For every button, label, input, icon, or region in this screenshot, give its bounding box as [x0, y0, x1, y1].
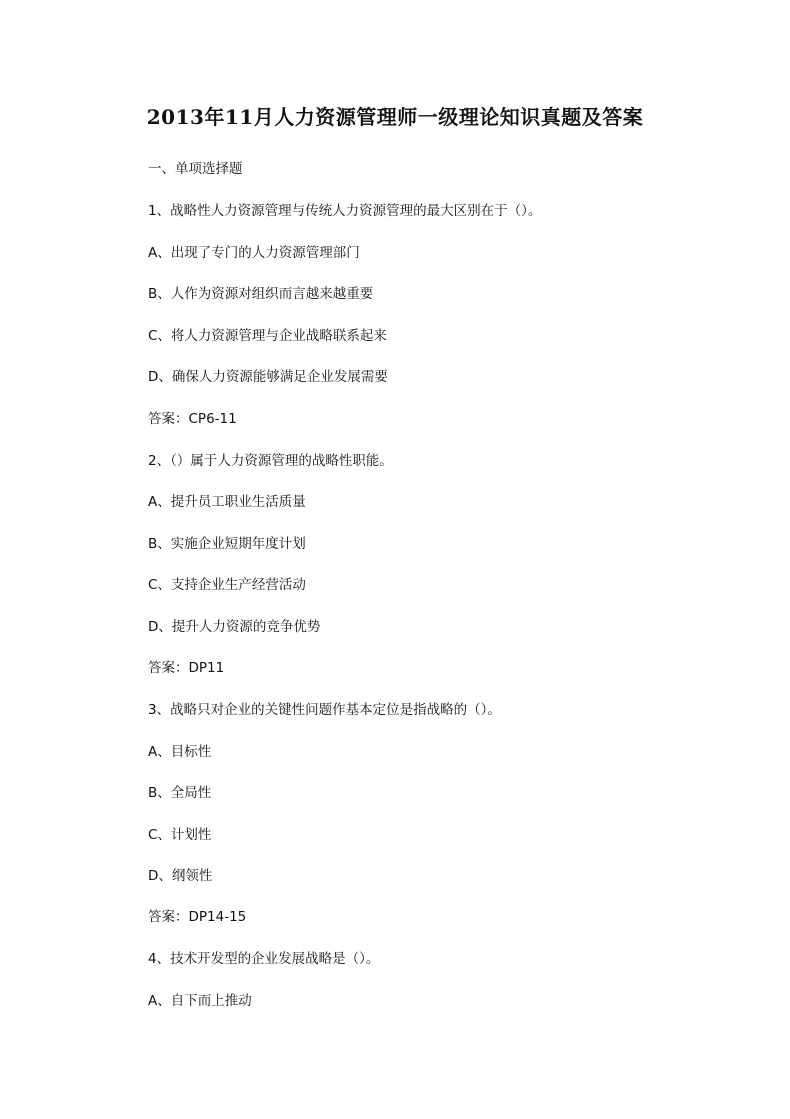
question-3-option-b: B、全局性 [148, 785, 212, 801]
question-1-stem: 1、战略性人力资源管理与传统人力资源管理的最大区别在于（）。 [148, 203, 542, 219]
question-3-answer: 答案：DP14-15 [148, 909, 247, 925]
question-1-answer: 答案：CP6-11 [148, 411, 237, 427]
question-2-option-b: B、实施企业短期年度计划 [148, 536, 306, 552]
question-3-option-c: C、计划性 [148, 827, 212, 843]
document-title: 2013年11月人力资源管理师一级理论知识真题及答案 [146, 105, 644, 129]
question-4-option-a: A、自下而上推动 [148, 993, 252, 1009]
question-1-option-b: B、人作为资源对组织而言越来越重要 [148, 286, 374, 302]
question-2-option-a: A、提升员工职业生活质量 [148, 494, 306, 510]
question-2-option-d: D、提升人力资源的竞争优势 [148, 619, 321, 635]
question-3-option-d: D、纲领性 [148, 868, 213, 884]
question-3-option-a: A、目标性 [148, 744, 212, 760]
question-3-stem: 3、战略只对企业的关键性问题作基本定位是指战略的（）。 [148, 702, 501, 718]
question-4-stem: 4、技术开发型的企业发展战略是（）。 [148, 951, 380, 967]
question-2-answer: 答案：DP11 [148, 660, 225, 676]
question-1-option-c: C、将人力资源管理与企业战略联系起来 [148, 328, 387, 344]
section-heading: 一、单项选择题 [148, 161, 243, 177]
question-2-stem: 2、（）属于人力资源管理的战略性职能。 [148, 453, 393, 469]
question-1-option-d: D、确保人力资源能够满足企业发展需要 [148, 369, 388, 385]
question-1-option-a: A、出现了专门的人力资源管理部门 [148, 245, 360, 261]
question-2-option-c: C、支持企业生产经营活动 [148, 577, 306, 593]
